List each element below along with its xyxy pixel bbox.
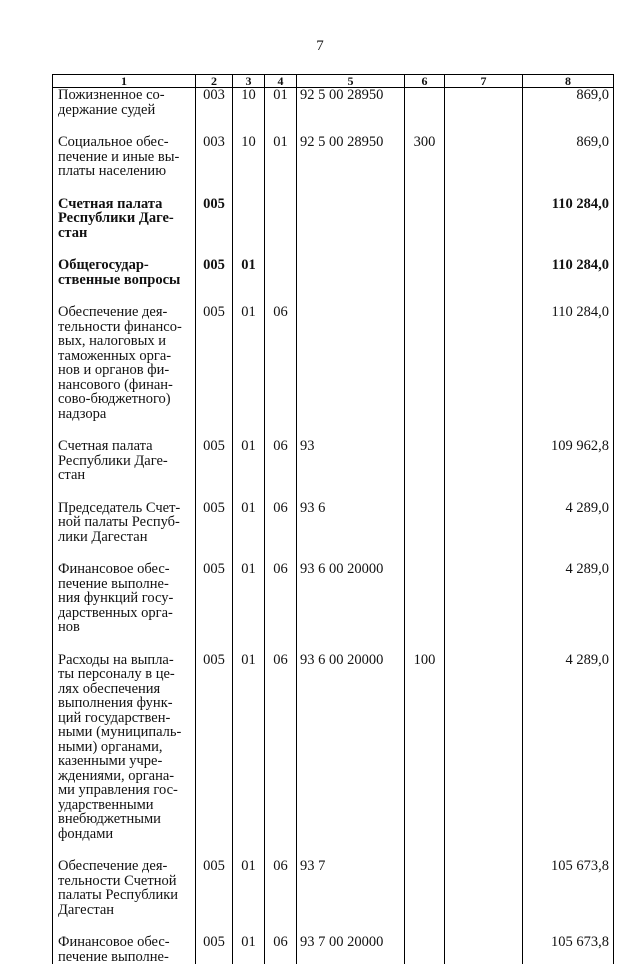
cell-column-7 [445,935,523,964]
cell-column-7 [445,439,523,501]
cell-target-article-code [297,258,405,305]
cell-ministry-code: 005 [196,935,233,964]
cell-section-code: 01 [233,653,265,860]
cell-target-article-code: 92 5 00 28950 [297,88,405,136]
cell-item-name: Общегосудар- ственные вопросы [53,258,196,305]
cell-target-article-code: 93 7 00 20000 [297,935,405,964]
column-header-7: 7 [445,75,523,88]
cell-subsection-code: 01 [265,135,297,197]
cell-item-name: Счетная палата Республики Даге- стан [53,439,196,501]
table-header-row [53,75,614,88]
cell-item-name: Счетная палата Республики Даге- стан [53,197,196,259]
cell-subsection-code: 06 [265,439,297,501]
cell-section-code: 01 [233,562,265,653]
table-row [53,935,614,964]
cell-amount: 4 289,0 [523,501,614,563]
cell-column-7 [445,305,523,439]
cell-amount: 110 284,0 [523,305,614,439]
cell-expense-type-code [405,935,445,964]
table-row [53,305,614,439]
cell-ministry-code: 005 [196,439,233,501]
cell-item-name: Председатель Счет- ной палаты Респуб- лики Дагестан [53,501,196,563]
cell-subsection-code [265,258,297,305]
cell-amount: 869,0 [523,135,614,197]
cell-expense-type-code [405,305,445,439]
cell-section-code: 01 [233,501,265,563]
table-row [53,135,614,197]
cell-column-7 [445,258,523,305]
cell-item-name: Пожизненное со- держание судей [53,88,196,136]
cell-column-7 [445,562,523,653]
table-row [53,88,614,136]
cell-column-7 [445,501,523,563]
budget-table [52,74,614,964]
cell-section-code: 01 [233,258,265,305]
column-header-3: 3 [233,75,265,88]
cell-expense-type-code [405,197,445,259]
cell-ministry-code: 003 [196,88,233,136]
cell-target-article-code: 93 [297,439,405,501]
table-row [53,501,614,563]
cell-subsection-code: 06 [265,305,297,439]
cell-expense-type-code [405,88,445,136]
table-row [53,197,614,259]
table-row [53,562,614,653]
table-row [53,859,614,935]
cell-target-article-code: 92 5 00 28950 [297,135,405,197]
cell-section-code: 01 [233,859,265,935]
cell-subsection-code: 06 [265,859,297,935]
cell-target-article-code: 93 6 00 20000 [297,653,405,860]
table-row [53,653,614,860]
cell-subsection-code: 06 [265,653,297,860]
cell-ministry-code: 005 [196,197,233,259]
table-row [53,258,614,305]
cell-item-name: Финансовое обес- печение выполне- ния функций госу- дарственных орга- нов [53,562,196,653]
column-header-6: 6 [405,75,445,88]
cell-target-article-code: 93 7 [297,859,405,935]
cell-ministry-code: 005 [196,305,233,439]
cell-subsection-code: 01 [265,88,297,136]
cell-subsection-code: 06 [265,935,297,964]
cell-target-article-code [297,197,405,259]
cell-target-article-code: 93 6 [297,501,405,563]
cell-expense-type-code: 300 [405,135,445,197]
cell-expense-type-code [405,501,445,563]
cell-expense-type-code: 100 [405,653,445,860]
cell-item-name: Расходы на выпла- ты персоналу в це- лях обеспечения выполнения функ- ций государствен- ными (муниципаль- ными) органами, казенными учре- ждениями, органа- ми управления гос- ударственными внебюджетными фондами [53,653,196,860]
cell-target-article-code: 93 6 00 20000 [297,562,405,653]
table-body [53,88,614,965]
cell-amount: 869,0 [523,88,614,136]
column-header-4: 4 [265,75,297,88]
cell-amount: 110 284,0 [523,258,614,305]
cell-section-code: 10 [233,88,265,136]
cell-ministry-code: 005 [196,653,233,860]
cell-section-code: 01 [233,439,265,501]
cell-ministry-code: 005 [196,562,233,653]
cell-expense-type-code [405,562,445,653]
cell-column-7 [445,197,523,259]
column-header-8: 8 [523,75,614,88]
cell-amount: 4 289,0 [523,653,614,860]
cell-column-7 [445,859,523,935]
cell-column-7 [445,135,523,197]
cell-expense-type-code [405,258,445,305]
cell-amount: 109 962,8 [523,439,614,501]
cell-section-code [233,197,265,259]
cell-amount: 110 284,0 [523,197,614,259]
column-header-2: 2 [196,75,233,88]
cell-column-7 [445,88,523,136]
cell-subsection-code: 06 [265,562,297,653]
cell-section-code: 01 [233,935,265,964]
column-header-1: 1 [53,75,196,88]
cell-section-code: 10 [233,135,265,197]
cell-amount: 4 289,0 [523,562,614,653]
cell-subsection-code [265,197,297,259]
cell-column-7 [445,653,523,860]
cell-item-name: Социальное обес- печение и иные вы- платы населению [53,135,196,197]
cell-ministry-code: 005 [196,501,233,563]
cell-item-name: Обеспечение дея- тельности финансо- вых, налоговых и таможенных орга- нов и органов фи- нансового (финан- сово-бюджетного) надзора [53,305,196,439]
cell-amount: 105 673,8 [523,935,614,964]
page-number: 7 [316,38,324,54]
cell-expense-type-code [405,859,445,935]
cell-item-name: Финансовое обес- печение выполне- [53,935,196,964]
cell-amount: 105 673,8 [523,859,614,935]
cell-expense-type-code [405,439,445,501]
column-header-5: 5 [297,75,405,88]
cell-section-code: 01 [233,305,265,439]
cell-ministry-code: 003 [196,135,233,197]
cell-subsection-code: 06 [265,501,297,563]
cell-ministry-code: 005 [196,859,233,935]
table-row [53,439,614,501]
cell-target-article-code [297,305,405,439]
cell-item-name: Обеспечение дея- тельности Счетной палаты Республики Дагестан [53,859,196,935]
cell-ministry-code: 005 [196,258,233,305]
